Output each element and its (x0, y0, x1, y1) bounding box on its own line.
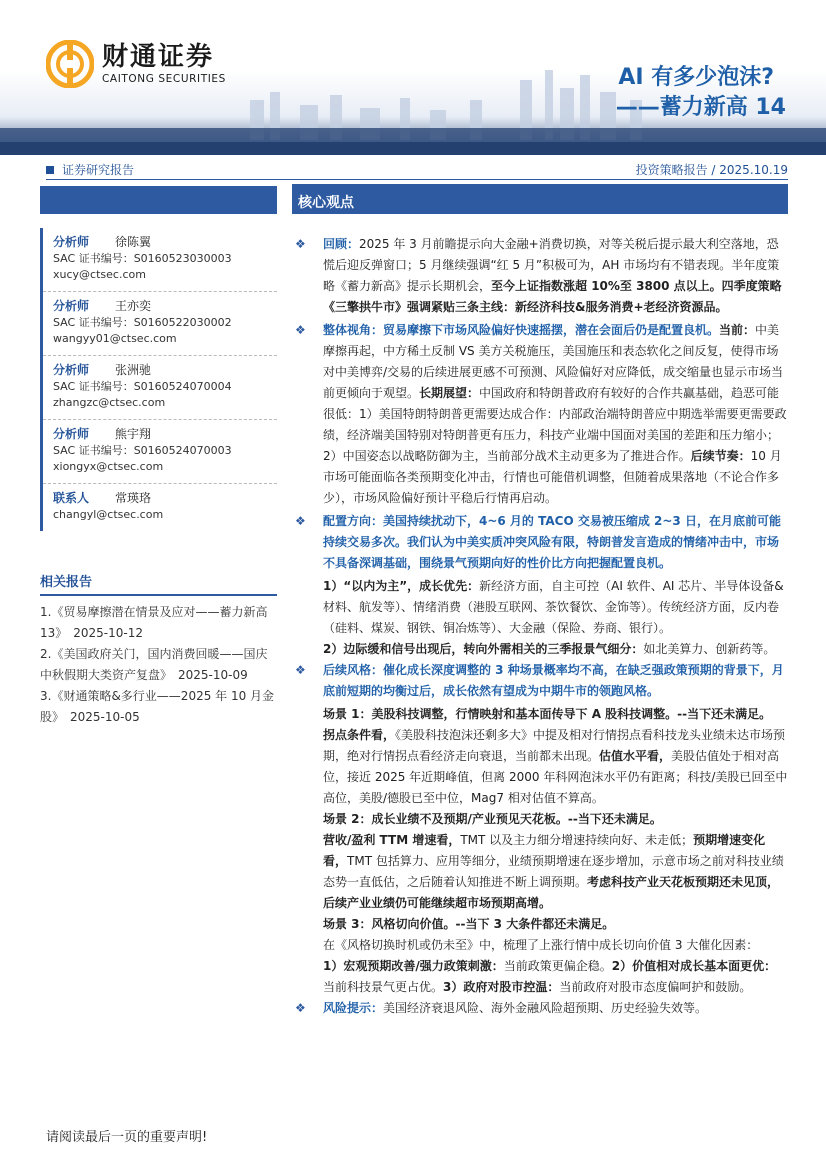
scenario-1-heading: 场景 1：美股科技调整，行情映射和基本面传导下 A 股科技调整。--当下还未满足。 (323, 707, 772, 721)
style-paragraph: ❖ 后续风格：催化成长深度调整的 3 种场景概率均不高，在缺乏强政策预期的背景下，月底前短期的均衡过后，成长依然有望成为中期牛市的领跑风格。 (292, 660, 788, 702)
core-views-body (292, 234, 788, 1019)
analyst-sac: SAC 证书编号：S0160523030003 (53, 252, 232, 265)
risk-paragraph: ❖ 风险提示：美国经济衰退风险、海外金融风险超预期、历史经验失效等。 (292, 998, 788, 1019)
analyst-sac: SAC 证书编号：S0160524070003 (53, 444, 232, 457)
scenario-3-heading: 场景 3：风格切向价值。--当下 3 大条件都还未满足。 (323, 917, 615, 931)
analyst-card (43, 292, 277, 356)
related-report-item[interactable]: 2.《美国政府关门，国内消费回暖——国庆中秋假期大类资产复盘》 2025-10-09 (40, 647, 268, 682)
analyst-role: 分析师 (53, 299, 90, 313)
logo-chinese-name: 财通证券 (102, 42, 215, 72)
sidebar (40, 186, 277, 728)
contact-role: 联系人 (53, 491, 90, 505)
diamond-bullet-icon: ❖ (295, 514, 306, 528)
analyst-name: 徐陈翼 (115, 235, 152, 249)
report-type-date: 投资策略报告 / 2025.10.19 (635, 163, 788, 177)
report-category: 证券研究报告 (62, 163, 135, 177)
related-reports-list (40, 602, 277, 728)
analyst-sac: SAC 证书编号：S0160522030002 (53, 316, 232, 329)
allocation-point-1: 1）“以内为主”，成长优先：新经济方面，自主可控（AI 软件、AI 芯片、半导体设备&材料、航发等）、情绪消费（港股互联网、茶饮餐饮、金饰等）。传统经济方面，反内卷（硅料、煤炭、钢铁、铜冶炼等）、大金融（保险、券商、银行）。 (323, 579, 784, 635)
core-views-title: 核心观点 (292, 184, 788, 214)
diamond-bullet-icon: ❖ (295, 1001, 306, 1015)
analyst-email[interactable]: wangyy01@ctsec.com (53, 332, 177, 345)
allocation-point-2: 2）边际缓和信号出现后，转向外需相关的三季报景气细分：如北美算力、创新药等。 (323, 642, 776, 656)
analyst-card (43, 228, 277, 292)
analyst-email[interactable]: xiongyx@ctsec.com (53, 460, 164, 473)
caitong-logo-icon (46, 40, 94, 88)
analyst-name: 熊宇翔 (115, 427, 152, 441)
contact-email[interactable]: changyl@ctsec.com (53, 508, 164, 521)
contact-card (43, 484, 277, 531)
analyst-role: 分析师 (53, 235, 90, 249)
analyst-list (40, 228, 277, 531)
logo-english-name: CAITONG SECURITIES (102, 73, 226, 85)
analyst-email[interactable]: zhangzc@ctsec.com (53, 396, 166, 409)
main-content (292, 184, 788, 1021)
company-logo (46, 38, 226, 90)
analyst-name: 王亦奕 (115, 299, 152, 313)
analyst-role: 分析师 (53, 363, 90, 377)
report-type-bar (46, 158, 788, 180)
analyst-role: 分析师 (53, 427, 90, 441)
related-report-item[interactable]: 3.《财通策略&多行业——2025 年 10 月金股》 2025-10-05 (40, 689, 275, 724)
contact-name: 常瑛珞 (115, 491, 152, 505)
analyst-email[interactable]: xucy@ctsec.com (53, 268, 146, 281)
review-paragraph: ❖ 回顾：2025 年 3 月前瞻提示向大金融+消费切换，对等关税后提示最大利空落地，恐慌后迎反弹窗口；5 月继续强调“红 5 月”积极可为，AH 市场均有不错表现。半年度策略《蓄力新高》提示长期机会，至今上证指数涨超 10%至 3800 点以上。四季度策略《三擎拱牛市》强调紧贴三条主线：新经济科技&服务消费+老经济资源品。 (292, 234, 788, 318)
scenario-2-body: 营收/盈利 TTM 增速看，TMT 以及主力细分增速持续向好、未走低；预期增速变化看，TMT 包括算力、应用等细分，业绩预期增速在逐步增加，示意市场之前对科技业绩态势一直低估，之后随着认知推进不断上调预期。考虑科技产业天花板预期还未见顶，后续产业业绩仍可能继续超市场预期高增。 (323, 833, 784, 910)
square-bullet-icon (46, 166, 54, 174)
analyst-sac: SAC 证书编号：S0160524070004 (53, 380, 232, 393)
analyst-card (43, 420, 277, 484)
analyst-name: 张洲驰 (115, 363, 152, 377)
allocation-paragraph: ❖ 配置方向：美国持续扰动下，4~6 月的 TACO 交易被压缩成 2~3 日，在月底前可能持续交易多次。我们认为中美实质冲突风险有限，特朗普发言造成的情绪冲击中，市场不具备深调基础，围绕景气预期向好的性价比方向把握配置良机。 (292, 511, 788, 574)
related-reports-title: 相关报告 (40, 571, 277, 596)
report-subtitle: ——蓄力新高 14 (615, 95, 786, 120)
scenario-3-body: 在《风格切换时机或仍未至》中，梳理了上涨行情中成长切向价值 3 大催化因素： 1）宏观预期改善/强力政策刺激：当前政策更偏企稳。2）价值相对成长基本面更优：当前科技景气更占优。3）政府对股市控温：当前政府对股市态度偏呵护和鼓励。 (323, 938, 777, 994)
report-header (0, 0, 826, 155)
related-report-item[interactable]: 1.《贸易摩擦潜在情景及应对——蓄力新高 13》 2025-10-12 (40, 605, 268, 640)
diamond-bullet-icon: ❖ (295, 663, 306, 677)
disclaimer-notice: 请阅读最后一页的重要声明! (46, 1130, 208, 1145)
diamond-bullet-icon: ❖ (295, 323, 306, 337)
scenario-1-body: 拐点条件看，《美股科技泡沫还剩多大》中提及相对行情拐点看科技龙头业绩未达市场预期，绝对行情拐点看经济走向衰退，当前都未出现。估值水平看，美股估值处于相对高位，接近 2025 年近期峰值，但离 2000 年科网泡沫水平仍有距离；科技/美股已回至中高位，美股/德股已至中位，Mag7 相对估值不算高。 (323, 728, 788, 805)
scenario-2-heading: 场景 2：成长业绩不及预期/产业预见天花板。--当下还未满足。 (323, 812, 662, 826)
sidebar-header-bar (40, 186, 277, 214)
overall-view-paragraph: ❖ 整体视角：贸易摩擦下市场风险偏好快速摇摆，潜在会面后仍是配置良机。当前：中美摩擦再起，中方稀土反制 VS 美方关税施压，美国施压和表态软化之间反复，使得市场对中美博弈/交易的后续进展更感不可预测、风险偏好对应降低，成交缩量也显示市场当前更倾向于观望。长期展望：中国政府和特朗普政府有较好的合作共赢基础，趋恶可能很低：1）美国特朗特朗普更需要达成合作：内部政治端特朗普应中期选举需要更需要政绩，经济端美国特别对特朗普更有压力，科技产业端中国面对美国的差距和压力缩小；2）中国姿态以战略防御为主，当前部分战术主动更多为了推进合作。后续节奏：10 月市场可能面临各类预期变化冲击，行情也可能借机调整，但随着成果落地（不论合作多少），市场风险偏好预计平稳后行情再启动。 (292, 320, 788, 509)
report-title: AI 有多少泡沫? (618, 65, 774, 90)
diamond-bullet-icon: ❖ (295, 237, 306, 251)
analyst-card (43, 356, 277, 420)
